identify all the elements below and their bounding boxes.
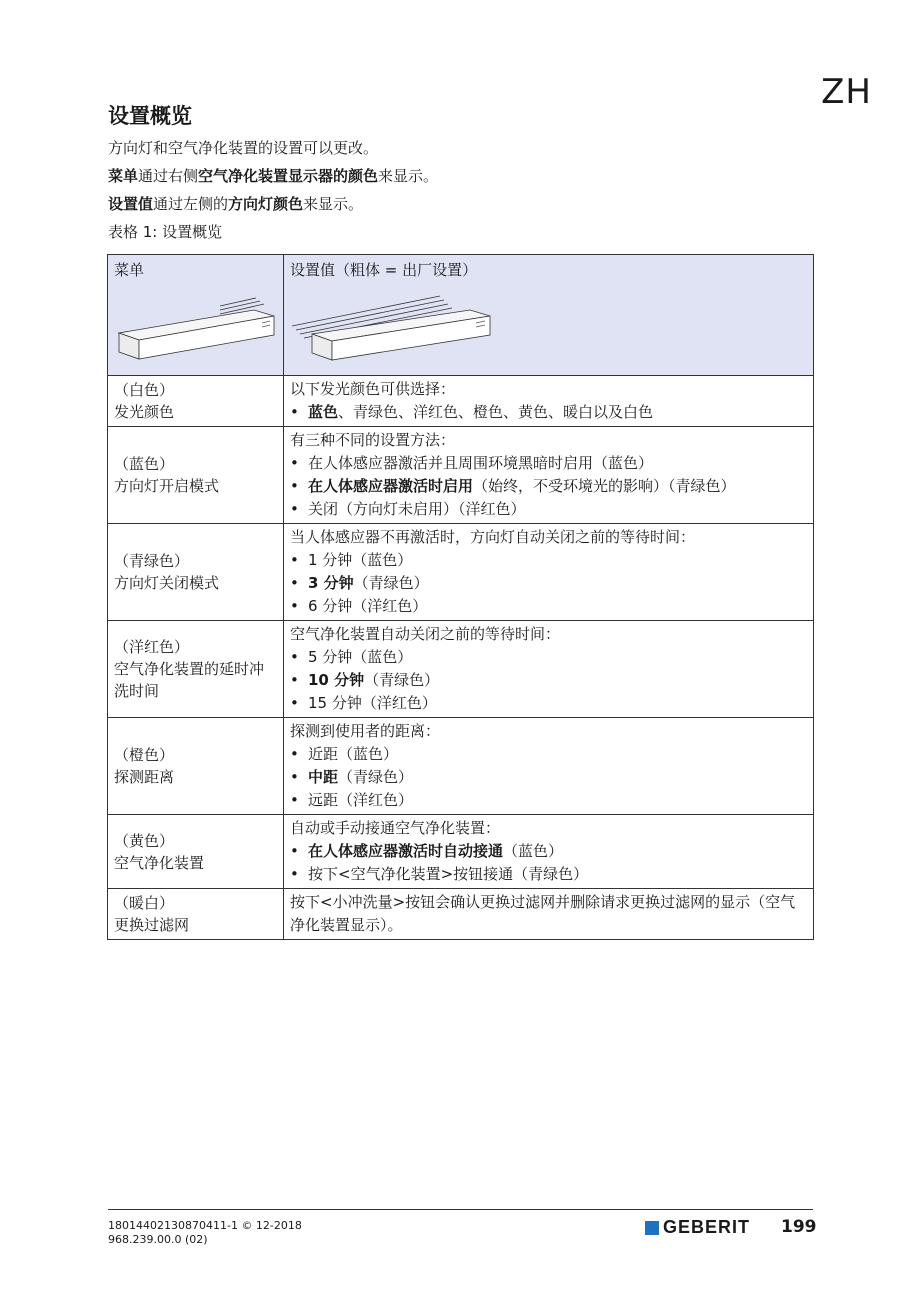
- option-text: 5 分钟（蓝色）: [308, 648, 413, 666]
- brand-square-icon: [645, 1221, 659, 1235]
- menu-cell: [108, 718, 284, 815]
- list-item: [290, 595, 807, 618]
- settings-table: [107, 254, 814, 940]
- footer-divider: [108, 1209, 813, 1210]
- table-row: [108, 621, 814, 718]
- list-item: [290, 789, 807, 812]
- text: 来显示。: [303, 195, 364, 213]
- intro-paragraph-1: 方向灯和空气净化装置的设置可以更改。: [108, 139, 379, 157]
- list-item: [290, 692, 807, 715]
- option-text: （蓝色）: [503, 842, 564, 860]
- table-row: [108, 427, 814, 524]
- factory-default-text: 在人体感应器激活时自动接通: [308, 842, 504, 860]
- menu-name: 方向灯关闭模式: [114, 574, 220, 592]
- orientation-light-illustration-icon: [290, 288, 495, 363]
- menu-color: （暖白）: [114, 894, 175, 912]
- table-row: [108, 889, 814, 940]
- factory-default-text: 蓝色: [308, 403, 339, 421]
- list-item: [290, 766, 807, 789]
- option-text: 按下<空气净化装置>按钮接通（青绿色）: [308, 865, 589, 883]
- menu-cell: [108, 427, 284, 524]
- menu-color: （青绿色）: [114, 552, 190, 570]
- option-text: 近距（蓝色）: [308, 745, 399, 763]
- value-intro: 有三种不同的设置方法：: [290, 431, 456, 449]
- intro-paragraph-2: [108, 166, 438, 186]
- bold-term: 方向灯颜色: [228, 195, 304, 213]
- value-intro: 以下发光颜色可供选择：: [290, 380, 456, 398]
- list-item: [290, 549, 807, 572]
- text: 来显示。: [378, 167, 439, 185]
- option-text: 在人体感应器激活并且周围环境黑暗时启用（蓝色）: [308, 454, 654, 472]
- table-row: [108, 524, 814, 621]
- value-cell: [284, 621, 814, 718]
- brand-logo: [645, 1217, 750, 1238]
- list-item: [290, 475, 807, 498]
- list-item: [290, 743, 807, 766]
- menu-name: 空气净化装置的延时冲洗时间: [114, 660, 265, 700]
- value-cell: [284, 427, 814, 524]
- menu-color: （蓝色）: [114, 455, 175, 473]
- text: 通过右侧: [138, 167, 199, 185]
- header-value-label: 设置值（粗体 = 出厂设置）: [290, 261, 478, 279]
- list-item: [290, 669, 807, 692]
- display-bar-illustration-icon: [114, 288, 279, 363]
- header-value-cell: [284, 255, 814, 376]
- value-intro: 空气净化装置自动关闭之前的等待时间：: [290, 625, 561, 643]
- value-intro: 自动或手动接通空气净化装置：: [290, 819, 501, 837]
- page-number: 199: [781, 1217, 817, 1237]
- bold-term: 设置值: [108, 195, 154, 213]
- option-text: （青绿色）: [338, 768, 414, 786]
- value-cell: [284, 718, 814, 815]
- menu-color: （白色）: [114, 381, 175, 399]
- menu-name: 更换过滤网: [114, 916, 190, 934]
- table-row: [108, 815, 814, 889]
- factory-default-text: 10 分钟: [308, 671, 365, 689]
- document-number-line-1: 18014402130870411-1 © 12-2018: [108, 1219, 302, 1232]
- list-item: [290, 498, 807, 521]
- menu-cell: [108, 376, 284, 427]
- header-menu-cell: [108, 255, 284, 376]
- bold-term: 菜单: [108, 167, 139, 185]
- option-text: 远距（洋红色）: [308, 791, 414, 809]
- factory-default-text: 在人体感应器激活时启用: [308, 477, 474, 495]
- option-list: [290, 840, 807, 886]
- value-cell: [284, 524, 814, 621]
- value-cell: [284, 376, 814, 427]
- header-menu-label: 菜单: [114, 261, 145, 279]
- option-list: [290, 452, 807, 521]
- menu-cell: [108, 889, 284, 940]
- menu-color: （黄色）: [114, 831, 175, 850]
- text: 通过左侧的: [153, 195, 229, 213]
- value-cell: [284, 815, 814, 889]
- option-text: （始终，不受环境光的影响）（青绿色）: [473, 477, 736, 495]
- factory-default-text: 中距: [308, 768, 339, 786]
- option-list: [290, 743, 807, 812]
- menu-cell: [108, 621, 284, 718]
- option-text: （青绿色）: [353, 574, 429, 592]
- list-item: [290, 646, 807, 669]
- list-item: [290, 572, 807, 595]
- value-intro: 按下<小冲洗量>按钮会确认更换过滤网并删除请求更换过滤网的显示（空气净化装置显示）。: [290, 893, 796, 934]
- menu-name: 空气净化装置: [114, 853, 205, 872]
- table-row: [108, 718, 814, 815]
- factory-default-text: 3 分钟: [308, 574, 354, 592]
- option-text: （青绿色）: [364, 671, 440, 689]
- bold-term: 空气净化装置显示器的颜色: [198, 167, 379, 185]
- brand-name: GEBERIT: [663, 1217, 751, 1237]
- menu-cell: [108, 524, 284, 621]
- option-list: [290, 646, 807, 715]
- value-intro: 探测到使用者的距离：: [290, 722, 441, 740]
- menu-name: 发光颜色: [114, 403, 175, 421]
- list-item: [290, 401, 807, 424]
- option-text: 关闭（方向灯未启用）（洋红色）: [308, 500, 526, 518]
- option-text: 1 分钟（蓝色）: [308, 551, 413, 569]
- menu-cell: [108, 815, 284, 889]
- menu-color: （橙色）: [114, 746, 175, 764]
- value-intro: 当人体感应器不再激活时，方向灯自动关闭之前的等待时间：: [290, 528, 696, 546]
- table-caption: 表格 1: 设置概览: [108, 223, 223, 241]
- option-text: 、青绿色、洋红色、橙色、黄色、暖白以及白色: [338, 403, 654, 421]
- document-number: [108, 1219, 302, 1247]
- option-text: 15 分钟（洋红色）: [308, 694, 437, 712]
- document-number-line-2: 968.239.00.0 (02): [108, 1233, 208, 1246]
- language-code: ZH: [821, 72, 872, 112]
- option-list: [290, 549, 807, 618]
- menu-name: 方向灯开启模式: [114, 477, 220, 495]
- value-cell: [284, 889, 814, 940]
- option-list: [290, 401, 807, 424]
- list-item: [290, 840, 807, 863]
- list-item: [290, 452, 807, 475]
- list-item: [290, 863, 807, 886]
- page-title: 设置概览: [108, 104, 192, 128]
- menu-color: （洋红色）: [114, 638, 190, 656]
- table-header-row: [108, 255, 814, 376]
- table-row: [108, 376, 814, 427]
- option-text: 6 分钟（洋红色）: [308, 597, 428, 615]
- menu-name: 探测距离: [114, 768, 175, 786]
- intro-paragraph-3: [108, 194, 363, 214]
